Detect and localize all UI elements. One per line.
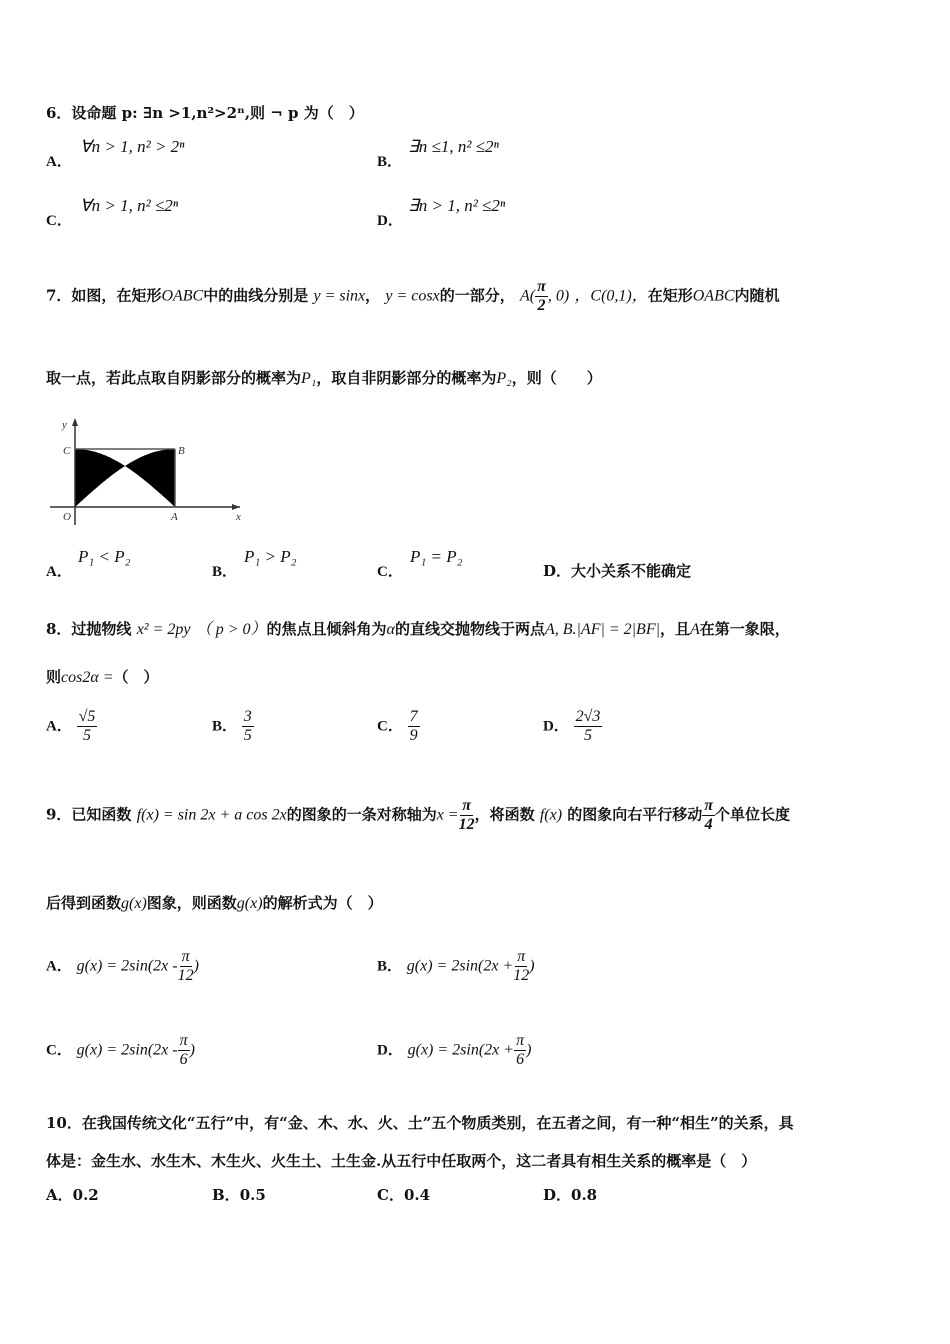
- q8-option-d: D． $\frac{2√3}{5}$: [543, 708, 601, 744]
- q10-option-d: D．0.8: [543, 1186, 598, 1204]
- a-label: A: [171, 511, 178, 523]
- q6-option-b-label: B．: [377, 154, 403, 170]
- q7-option-d: D．大小关系不能确定: [543, 562, 692, 580]
- q7-option-c: P₁ = P₂: [410, 547, 463, 566]
- q8-option-b: B． $\frac{3}{5}$: [212, 708, 252, 744]
- q9-line2: 后得到函数g(x)图象，则函数g(x)的解析式为（ ）: [46, 894, 383, 912]
- q7-option-a: P₁ < P₂: [78, 547, 131, 566]
- q7-option-a-label: A．: [46, 564, 72, 580]
- q6-option-b: ∃n ≤1, n² ≤2ⁿ: [408, 137, 499, 156]
- q10-option-b: B．0.5: [212, 1186, 266, 1204]
- q10-option-c: C．0.4: [377, 1186, 431, 1204]
- q9-line1: 9．已知函数 f(x) = sin 2x + a cos 2x的图象的一条对称轴为x = $\frac{\pi}{12}$ ，将函数 f(x) 的图象向右平行移动 $\frac{\pi}{4}$ 个单位长度: [46, 797, 791, 833]
- q6-option-a: ∀n > 1, n² > 2ⁿ: [80, 137, 185, 156]
- q8-option-a: A． $\frac{√5}{5}$: [46, 708, 96, 744]
- q7-line1: 7．如图，在矩形OABC中的曲线分别是 y = sinx， y = cosx的一部分， A( $\frac{\pi}{2}$ , 0) ，C(0,1)，在矩形OABC内随机: [46, 278, 780, 314]
- q7-line2: 取一点，若此点取自阴影部分的概率为P₁，取自非阴影部分的概率为P₂，则（ ）: [46, 369, 602, 387]
- q9-option-b: B． g(x) = 2sin(2x + $\frac{\pi}{12}$ ): [377, 948, 535, 984]
- q9-option-c: C． g(x) = 2sin(2x - $\frac{\pi}{6}$ ): [46, 1032, 195, 1068]
- q7-option-b: P₁ > P₂: [244, 547, 297, 566]
- q8-line2: 则cos2α =（ ）: [46, 668, 159, 686]
- x-label: x: [236, 511, 241, 523]
- o-label: O: [63, 511, 71, 523]
- q6-option-c-label: C．: [46, 213, 72, 229]
- q6-option-c: ∀n > 1, n² ≤2ⁿ: [80, 196, 179, 215]
- c-label: C: [63, 445, 71, 457]
- q9-option-d: D． g(x) = 2sin(2x + $\frac{\pi}{6}$ ): [377, 1032, 532, 1068]
- q10-line1: 10．在我国传统文化“五行”中，有“金、木、水、火、土”五个物质类别，在五者之间，有一种“相生”的关系，具: [46, 1114, 794, 1132]
- y-label: y: [62, 419, 67, 431]
- q8-option-c: C． $\frac{7}{9}$: [377, 708, 418, 744]
- q6-option-d: ∃n > 1, n² ≤2ⁿ: [408, 196, 506, 215]
- q6-stem: 6．设命题 p: ∃n >1,n²>2ⁿ,则 ¬ p 为（ ）: [46, 104, 364, 122]
- b-label: B: [178, 445, 185, 457]
- q7-option-b-label: B．: [212, 564, 238, 580]
- q7-option-c-label: C．: [377, 564, 403, 580]
- q10-line2: 体是：金生水、水生木、木生火、火生土、土生金.从五行中任取两个，这二者具有相生关系的概率是（ ）: [46, 1152, 757, 1170]
- q6-option-d-label: D．: [377, 213, 403, 229]
- q9-option-a: A． g(x) = 2sin(2x - $\frac{\pi}{12}$ ): [46, 948, 199, 984]
- q6-option-a-label: A．: [46, 154, 72, 170]
- q10-option-a: A．0.2: [46, 1186, 99, 1204]
- q8-line1: 8．过抛物线 x² = 2py （ p > 0）的焦点且倾斜角为α的直线交抛物线于两点A, B.|AF| = 2|BF|，且A在第一象限，: [46, 620, 790, 638]
- rectangle-curves-figure: [0, 400, 260, 540]
